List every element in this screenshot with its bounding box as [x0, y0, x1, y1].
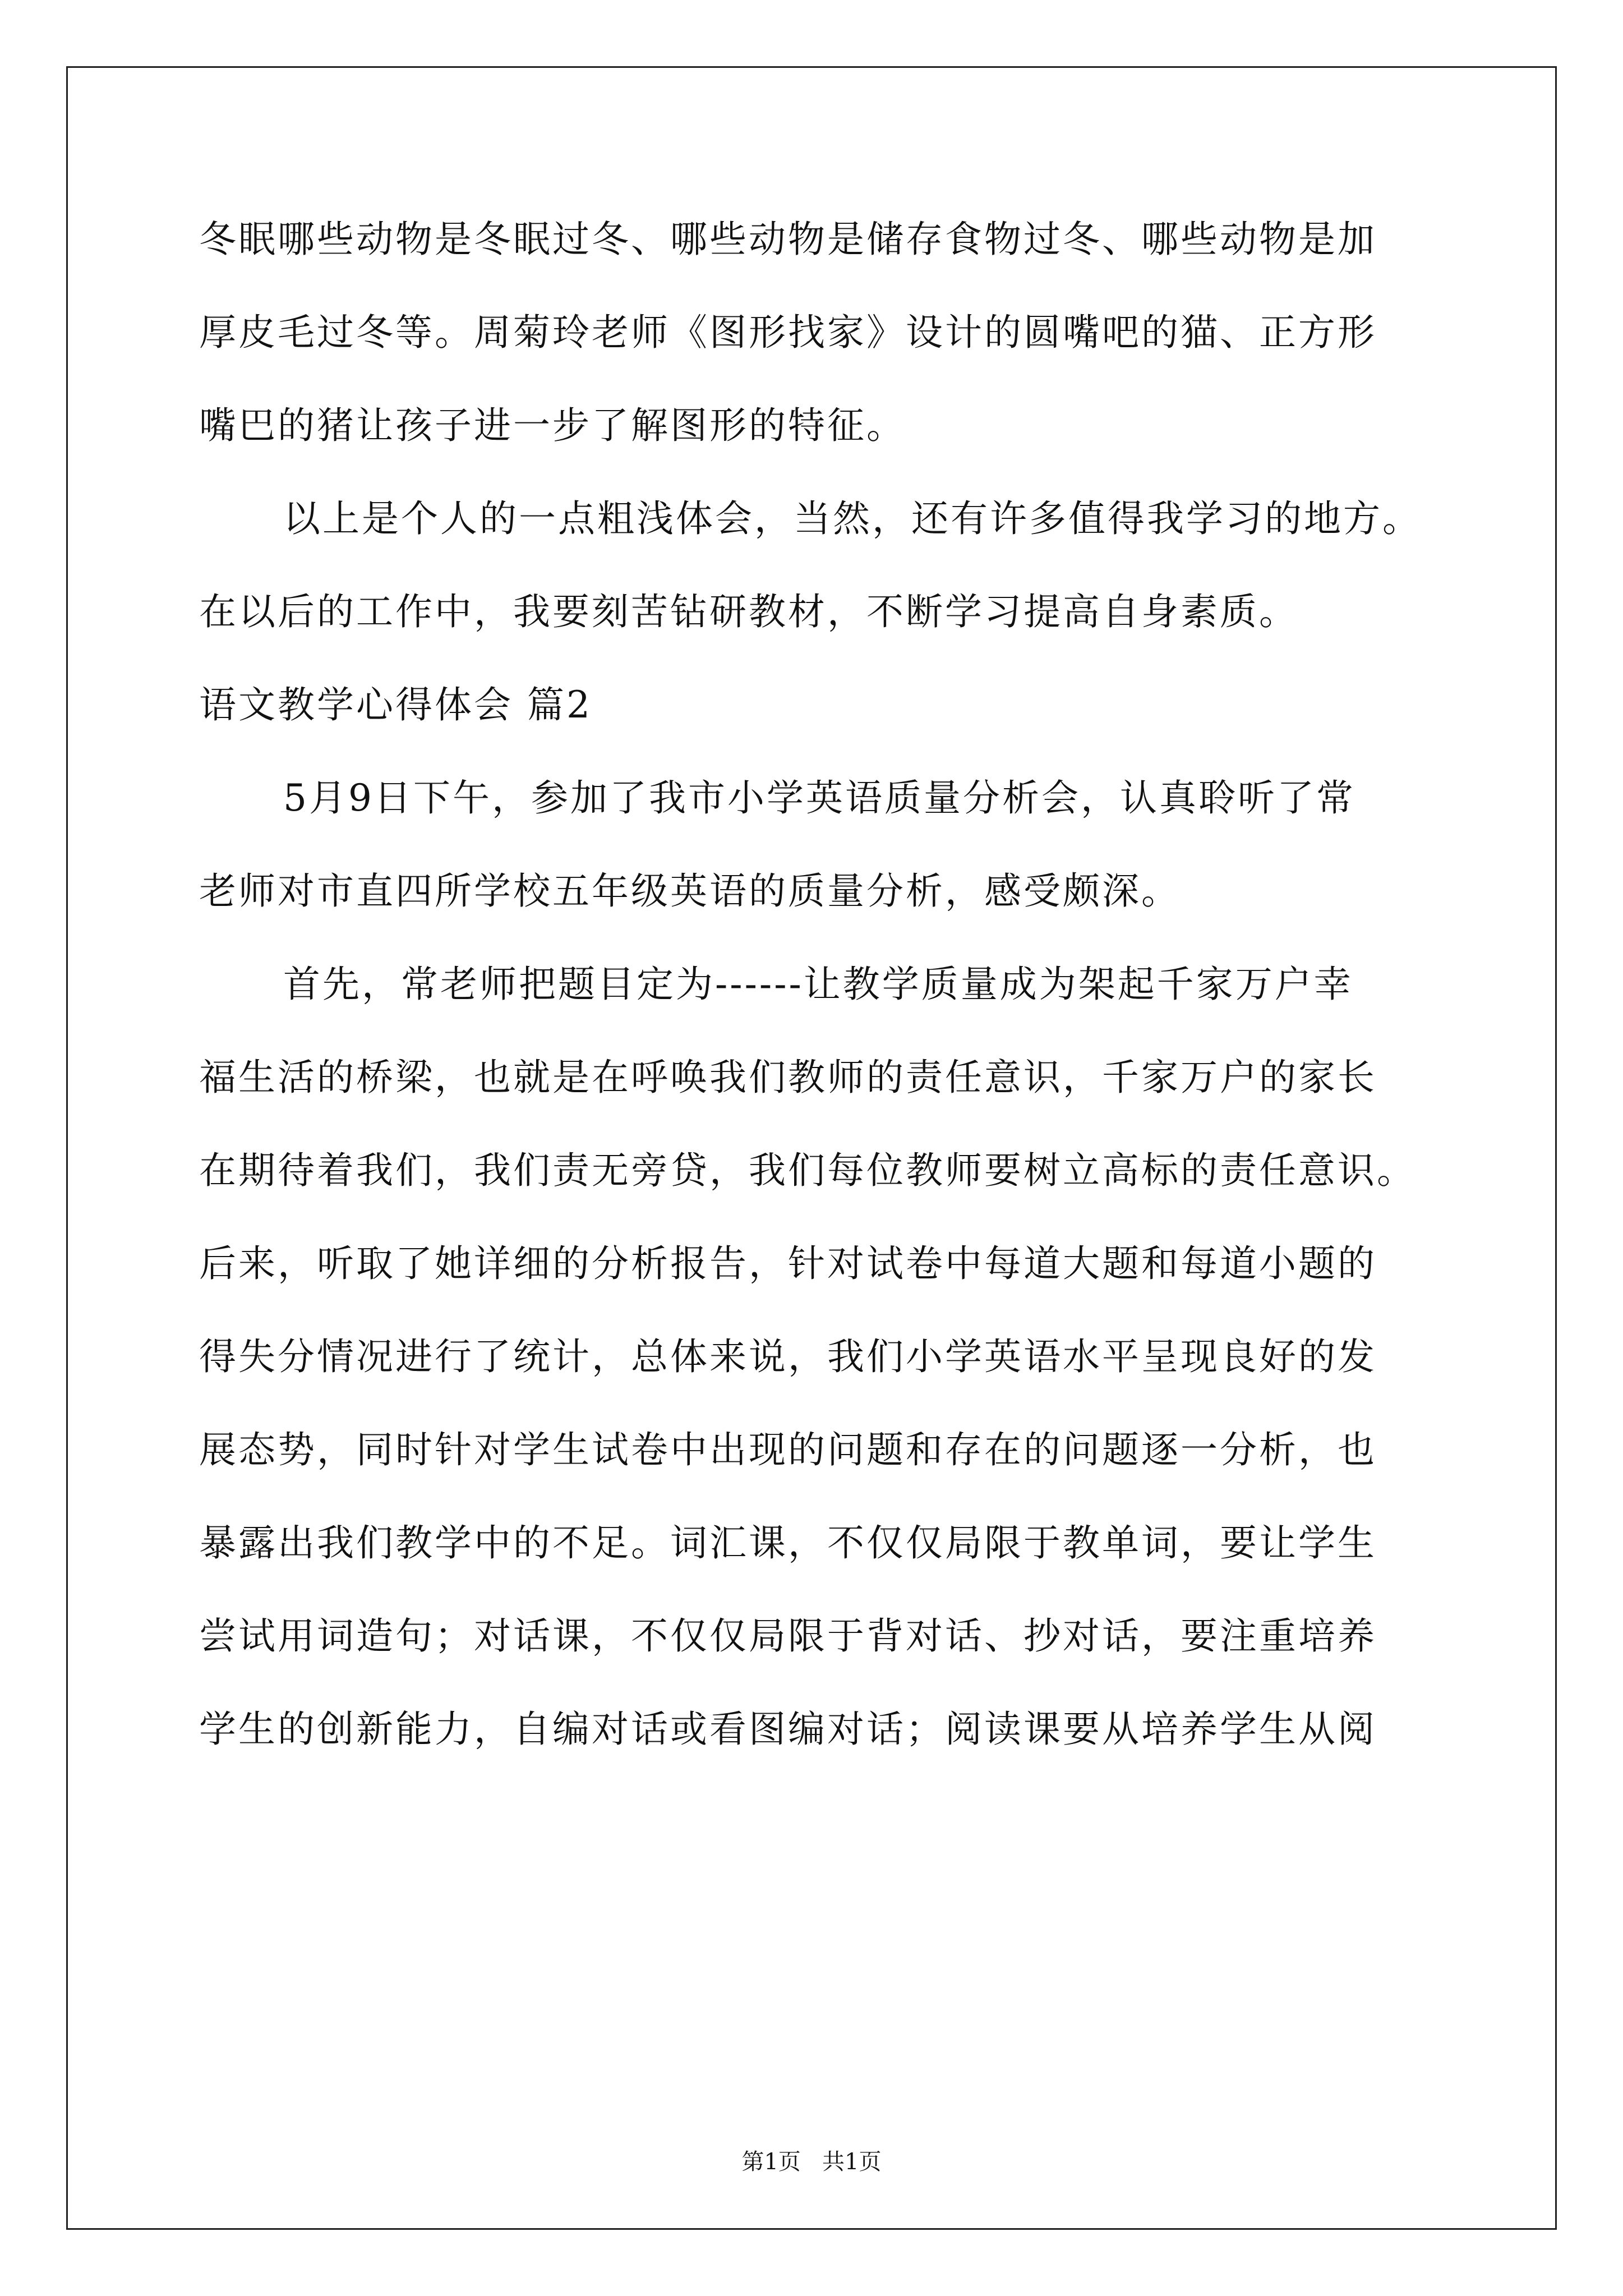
text-line: 冬眠哪些动物是冬眠过冬、哪些动物是储存食物过冬、哪些动物是加 — [199, 218, 1377, 261]
text-line: 老师对市直四所学校五年级英语的质量分析，感受颇深。 — [199, 869, 1181, 913]
text-line: 福生活的桥梁，也就是在呼唤我们教师的责任意识，千家万户的家长 — [199, 1056, 1377, 1099]
paragraph-start-line: 首先，常老师把题目定为------让教学质量成为架起千家万户幸 — [283, 963, 1353, 1006]
paragraph-start-line: 5月9日下午，参加了我市小学英语质量分析会，认真聆听了常 — [283, 776, 1355, 820]
text-line: 嘴巴的猪让孩子进一步了解图形的特征。 — [199, 404, 906, 447]
text-line: 后来，听取了她详细的分析报告，针对试卷中每道大题和每道小题的 — [199, 1242, 1377, 1285]
paragraph-start-line: 以上是个人的一点粗浅体会，当然，还有许多值得我学习的地方。 — [283, 497, 1422, 540]
text-line: 展态势，同时针对学生试卷中出现的问题和存在的问题逐一分析，也 — [199, 1428, 1377, 1471]
text-line: 得失分情况进行了统计，总体来说，我们小学英语水平呈现良好的发 — [199, 1335, 1377, 1378]
text-line: 在期待着我们，我们责无旁贷，我们每位教师要树立高标的责任意识。 — [199, 1149, 1416, 1192]
text-line: 学生的创新能力，自编对话或看图编对话；阅读课要从培养学生从阅 — [199, 1708, 1377, 1751]
text-line: 厚皮毛过冬等。周菊玲老师《图形找家》设计的圆嘴吧的猫、正方形 — [199, 311, 1377, 354]
text-line: 在以后的工作中，我要刻苦钻研教材，不断学习提高自身素质。 — [199, 590, 1298, 633]
text-line: 暴露出我们教学中的不足。词汇课，不仅仅局限于教单词，要让学生 — [199, 1521, 1377, 1565]
page-footer: 第1页 共1页 — [741, 2149, 882, 2175]
text-line: 尝试用词造句；对话课，不仅仅局限于背对话、抄对话，要注重培养 — [199, 1614, 1377, 1658]
document-body — [199, 216, 1433, 1799]
section-heading: 语文教学心得体会 篇2 — [199, 683, 592, 726]
